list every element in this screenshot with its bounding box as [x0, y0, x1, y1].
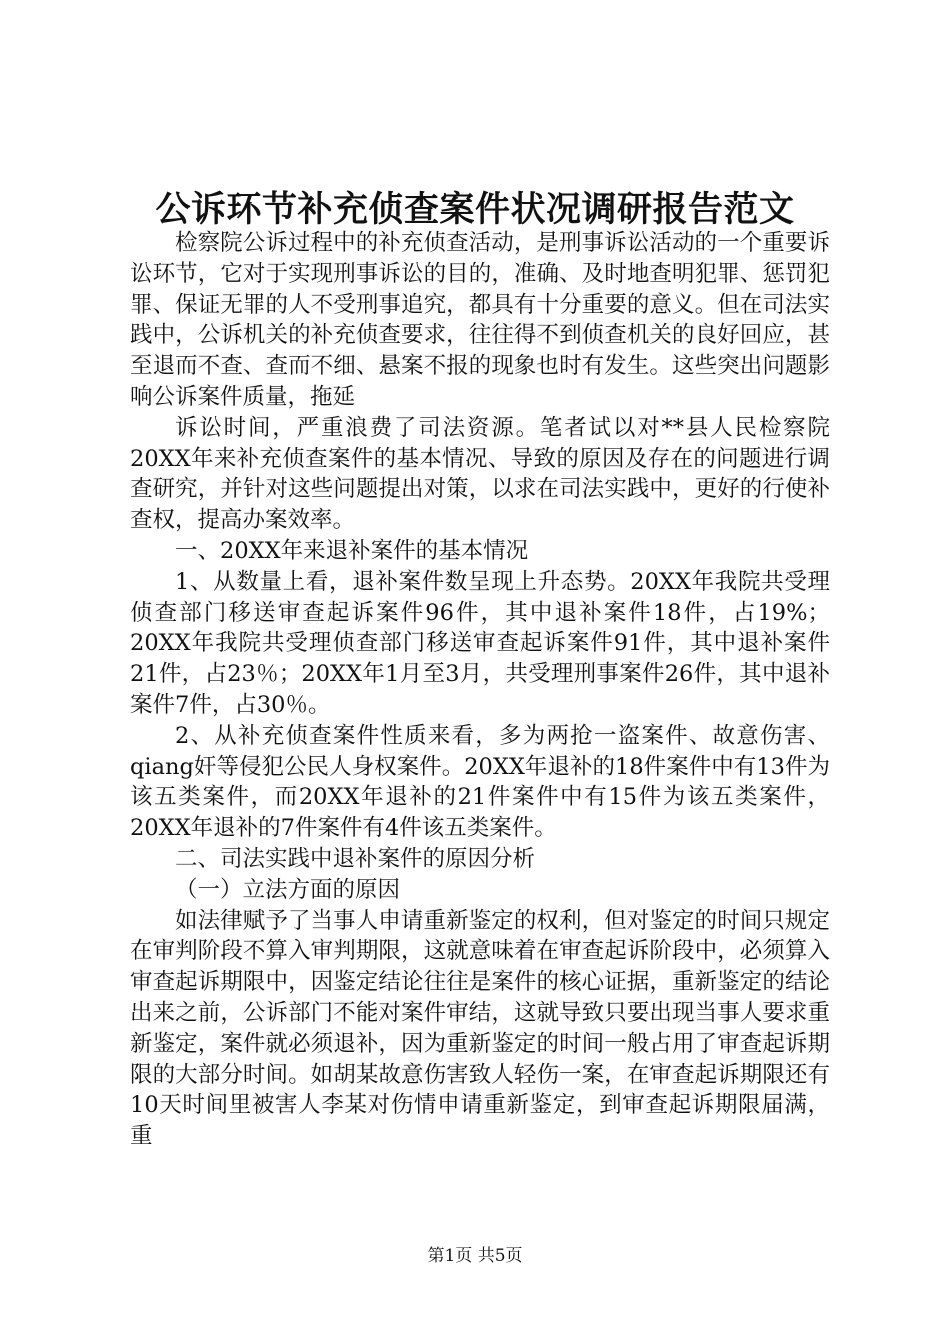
paragraph: 检察院公诉过程中的补充侦查活动，是刑事诉讼活动的一个重要诉讼环节，它对于实现刑事诉讼的目的，准确、及时地查明犯罪、惩罚犯罪、保证无罪的人不受刑事追究，都具有十分重要的意义。但在司法实践中，公诉机关的补充侦查要求，往往得不到侦查机关的良好回应，甚至退而不查、查而不细、悬案不报的现象也时有发生。这些突出问题影响公诉案件质量，拖延 [130, 230, 830, 410]
paragraph: 2、从补充侦查案件性质来看，多为两抢一盗案件、故意伤害、qiang奸等侵犯公民人身权案件。20XX年退补的18件案件中有13件为该五类案件，而20XX年退补的21件案件中有15件为该五类案件，20XX年退补的7件案件有4件该五类案件。 [130, 722, 830, 842]
paragraph: 如法律赋予了当事人申请重新鉴定的权利，但对鉴定的时间只规定在审判阶段不算入审判期限，这就意味着在审查起诉阶段中，必须算入审查起诉期限中，因鉴定结论往往是案件的核心证据，重新鉴定的结论出来之前，公诉部门不能对案件审结，这就导致只要出现当事人要求重新鉴定，案件就必须退补，因为重新鉴定的时间一般占用了审查起诉期限的大部分时间。如胡某故意伤害致人轻伤一案，在审查起诉期限还有10天时间里被害人李某对伤情申请重新鉴定，到审查起诉期限届满，重 [130, 907, 830, 1150]
paragraph: 1、从数量上看，退补案件数呈现上升态势。20XX年我院共受理侦查部门移送审查起诉案件96件，其中退补案件18件，占19%；20XX年我院共受理侦查部门移送审查起诉案件91件，其中退补案件21件，占23％；20XX年1月至3月，共受理刑事案件26件，其中退补案件7件，占30％。 [130, 568, 830, 718]
section-heading: 二、司法实践中退补案件的原因分析 [175, 845, 536, 872]
page-number: 第1页 共5页 [427, 1246, 523, 1266]
document-body [130, 228, 830, 1152]
paragraph: 诉讼时间，严重浪费了司法资源。笔者试以对**县人民检察院20XX年来补充侦查案件的基本情况、导致的原因及存在的问题进行调查研究，并针对这些问题提出对策，以求在司法实践中，更好的行使补查权，提高办案效率。 [130, 414, 830, 534]
section-heading: 一、20XX年来退补案件的基本情况 [175, 537, 529, 564]
document-title: 公诉环节补充侦查案件状况调研报告范文 [155, 189, 795, 230]
subsection-heading: （一）立法方面的原因 [175, 876, 401, 903]
